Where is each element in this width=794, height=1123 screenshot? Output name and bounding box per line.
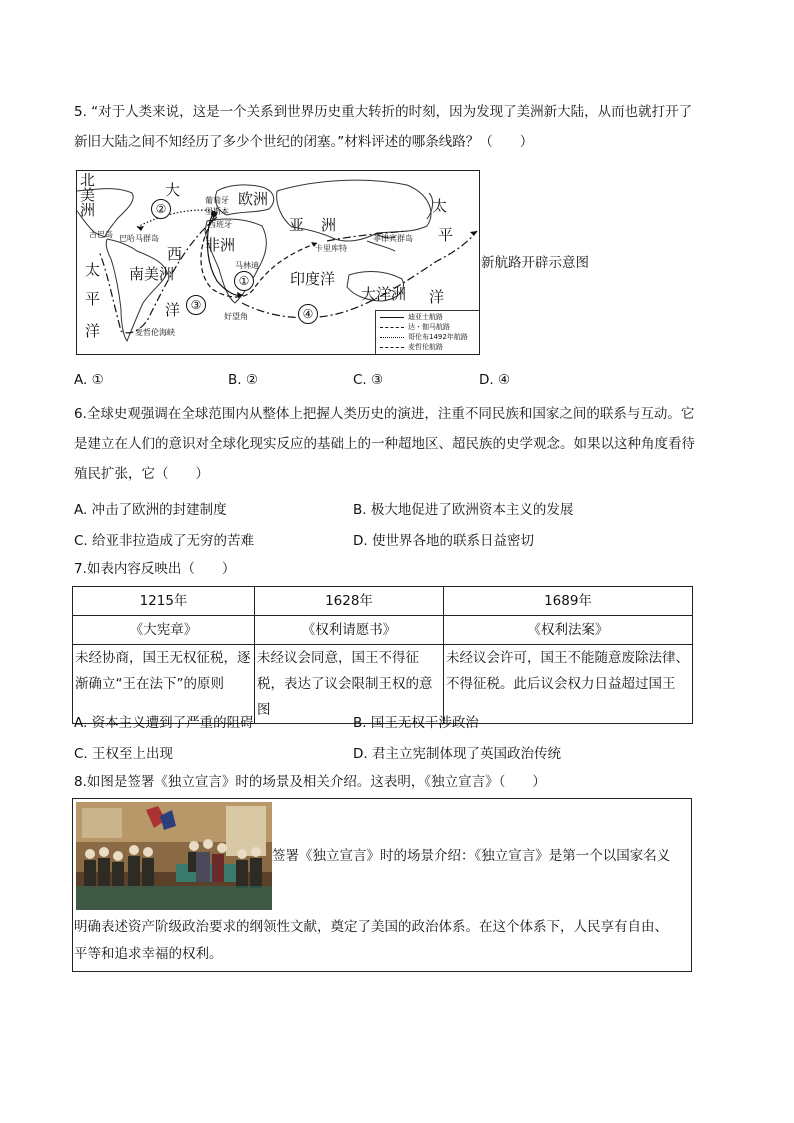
legend-columbus: 哥伦布1492年航路 [380,332,478,342]
q7-stem: 7.如表内容反映出（ ） [74,561,236,577]
table-cell-doc: 《权利请愿书》 [255,616,444,645]
history-table [72,586,693,724]
new-route-map [76,170,480,355]
label-da: 大 [165,181,181,199]
south-america-outline [106,239,167,341]
q6-stem-line3: 殖民扩张，它（ ） [74,466,209,482]
label-lisbon: 里斯本 [205,207,229,216]
label-pacific-right-tai: 太 [432,197,448,215]
legend-dias: 迪亚士航路 [380,312,478,322]
route-marker-4: ④ [298,304,318,324]
table-cell-content: 未经协商，国王无权征税，逐渐确立“王在法下”的原则 [73,645,255,724]
route-marker-2: ② [151,199,171,219]
box-text-line1: 签署《独立宣言》时的场景介绍：《独立宣言》是第一个以国家名义 [272,848,671,864]
route-marker-1: ① [234,271,254,291]
label-portugal: 葡萄牙 [205,196,229,205]
label-malindi: 马林迪 [235,261,259,270]
label-pacific-left-ping: 平 [85,290,101,308]
box-text-line3: 平等和追求幸福的权利。 [74,946,223,962]
q8-stem: 8.如图是签署《独立宣言》时的场景及相关介绍。这表明，《独立宣言》（ ） [74,774,546,790]
declaration-signing-painting [76,802,272,910]
table-row-years [73,587,693,616]
q6-option-c[interactable]: C. 给亚非拉造成了无穷的苦难 [74,533,255,549]
label-europe: 欧洲 [238,190,269,208]
label-oceania: 大洋洲 [361,285,407,303]
label-yang-mid: 洋 [165,301,181,319]
columbus-route [137,210,213,227]
label-yang-right: 洋 [429,288,445,306]
arrow-magellan [470,231,477,236]
label-philippines: 菲律宾群岛 [373,234,413,243]
legend-magellan: 麦哲伦航路 [380,342,478,352]
table-row-docs [73,616,693,645]
q6-option-a[interactable]: A. 冲击了欧洲的封建制度 [74,502,227,518]
q7-option-a[interactable]: A. 资本主义遭到了严重的阻碍 [74,715,254,731]
table-cell-year: 1628年 [255,587,444,616]
label-bahamas: 巴哈马群岛 [119,234,159,243]
label-good-hope: 好望角 [224,312,248,321]
label-north-america: 北 美 洲 [80,171,96,219]
declaration-info-box [72,798,692,972]
legend-dagama: 达・伽马航路 [380,322,478,332]
q5-option-b[interactable]: B. ② [228,372,258,388]
label-south-america: 南美洲 [129,265,175,283]
route-marker-3: ③ [186,295,206,315]
q5-option-d[interactable]: D. ④ [479,372,511,388]
label-pacific-right-ping: 平 [438,226,454,244]
label-pacific-left-yang: 洋 [85,322,101,340]
q6-option-b[interactable]: B. 极大地促进了欧洲资本主义的发展 [353,502,574,518]
label-asia-ya: 亚 [289,216,305,234]
label-magellan-strait: 麦哲伦海峡 [135,328,175,337]
q6-stem-line1: 6.全球史观强调在全球范围内从整体上把握人类历史的演进，注重不同民族和国家之间的联系与互动。它 [74,406,695,422]
box-text-line2: 明确表述资产阶级政治要求的纲领性文献，奠定了美国的政治体系。在这个体系下，人民享有自由、 [74,919,668,935]
q6-option-d[interactable]: D. 使世界各地的联系日益密切 [353,533,534,549]
label-xi: 西 [167,245,183,263]
q5-stem-line1: 5. “对于人类来说，这是一个关系到世界历史重大转折的时刻，因为发现了美洲新大陆，从而也就打开了 [74,104,693,120]
q7-option-b[interactable]: B. 国王无权干涉政治 [353,715,479,731]
map-legend [375,310,479,354]
table-cell-doc: 《大宪章》 [73,616,255,645]
table-cell-year: 1215年 [73,587,255,616]
table-cell-content: 未经议会同意，国王不得征税，表达了议会限制王权的意图 [255,645,444,724]
q5-option-a[interactable]: A. ① [74,372,104,388]
label-indian-ocean: 印度洋 [290,270,336,288]
table-cell-year: 1689年 [444,587,693,616]
label-pacific-left-tai: 太 [85,261,101,279]
label-calicut: 卡里库特 [315,244,347,253]
label-asia-zhou: 洲 [321,216,337,234]
table-cell-content: 未经议会许可，国王不能随意废除法律、不得征税。此后议会权力日益超过国王 [444,645,693,724]
table-cell-doc: 《权利法案》 [444,616,693,645]
q5-stem-line2: 新旧大陆之间不知经历了多少个世纪的闭塞。”材料评述的哪条线路？（ ） [74,134,534,150]
q7-option-d[interactable]: D. 君主立宪制体现了英国政治传统 [353,746,561,762]
map-caption: 新航路开辟示意图 [481,255,589,271]
q7-option-c[interactable]: C. 王权至上出现 [74,746,174,762]
label-africa: 非洲 [205,236,236,254]
q5-option-c[interactable]: C. ③ [353,372,384,388]
label-cuba: 古巴岛 [89,230,113,239]
q6-stem-line2: 是建立在人们的意识对全球化现实反应的基础上的一种超地区、超民族的史学观念。如果以这种角度看待 [74,436,695,452]
label-spain: 西班牙 [208,220,232,229]
